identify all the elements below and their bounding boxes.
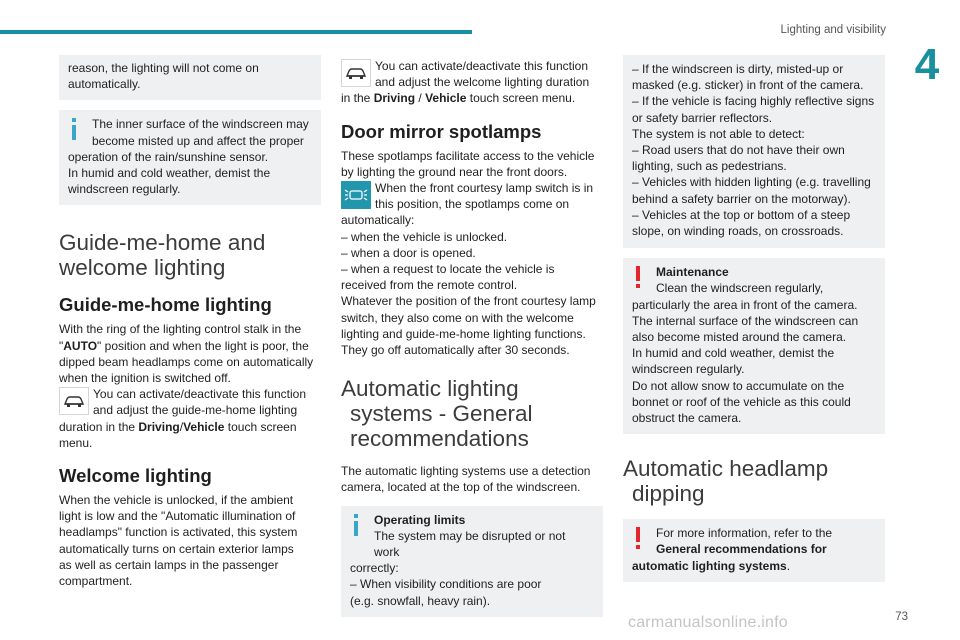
info-icon [351, 514, 361, 536]
warning-icon [633, 527, 643, 549]
guide-me-home-setting-note: You can activate/deactivate this function and adjust the guide-me-home lighting duration in the Driving/Vehicle touch screen menu. [59, 386, 321, 451]
heading-welcome-lighting: Welcome lighting [59, 465, 212, 487]
header-accent-bar [0, 30, 472, 34]
warning-note-maintenance: Maintenance Clean the windscreen regularly, particularly the area in front of the camera. The internal surface of the windscreen can also become misted around the camera. In humid and cold weather, demist the windscreen regularly. Do not allow snow to accumulate on the bonnet or roof of the vehicle as this could obstruct the camera. [623, 258, 885, 434]
welcome-menu-line: in the Driving / Vehicle touch screen menu. [341, 91, 576, 106]
guide-me-home-text: With the ring of the lighting control stalk in the "AUTO" position and when the light is poor, the dipped beam headlamps come on automatically when the ignition is switched off. [59, 321, 321, 386]
chapter-number: 4 [914, 40, 940, 89]
auto-position-line: "AUTO" position and when the light is poor, the [59, 338, 309, 353]
info-icon [69, 118, 79, 140]
column-1 [59, 55, 321, 589]
watermark: carmanualsonline.info [628, 614, 788, 631]
note-box-continued: reason, the lighting will not come on automatically. [59, 55, 321, 100]
column-3 [623, 55, 885, 582]
door-mirror-text: These spotlamps facilitate access to the vehicle by lighting the ground near the front doors. [341, 148, 595, 179]
heading-guide-me-home: Guide-me-home lighting [59, 294, 272, 316]
info-note-operating-limits: Operating limits The system may be disrupted or not work correctly: – When visibility conditions are poor (e.g. snowfall, heavy rain). [341, 506, 603, 617]
section-title: Lighting and visibility [780, 24, 886, 36]
automatic-lighting-text: The automatic lighting systems use a detection camera, located at the top of the windscreen. [341, 464, 591, 495]
note-box-limits-continued: – If the windscreen is dirty, misted-up or masked (e.g. sticker) in front of the camera. – If the vehicle is facing highly reflective signs or safety barrier reflectors. The system is not able to detect: – Road users that do not have their own lighting, such as pedestrians. – Vehicles with hidden lighting (e.g. travelling behind a safety barrier on the motorway). – Vehicles at the top or bottom of a steep slope, on winding roads, on crossroads. [623, 55, 885, 248]
warning-note-more-info: For more information, refer to the General recommendations for automatic lighting systems. [623, 519, 885, 582]
welcome-lighting-text: When the vehicle is unlocked, if the ambient light is low and the "Automatic illumination of headlamps" function is activated, this system automatically turns on certain exterior lamps as well as certain lamps in the passenger compartment. [59, 493, 298, 589]
info-note-windscreen: The inner surface of the windscreen may become misted up and affect the proper operation of the rain/sunshine sensor. In humid and cold weather, demist the windscreen regularly. [59, 110, 321, 205]
heading-automatic-headlamp-dipping: Automatic headlamp dipping [623, 456, 829, 507]
heading-door-mirror-spotlamps: Door mirror spotlamps [341, 120, 542, 142]
page-number: 73 [895, 611, 908, 623]
guide-menu-line: duration in the Driving/Vehicle touch screen [59, 419, 297, 434]
courtesy-lamp-icon [341, 181, 371, 209]
cross-reference-link: automatic lighting systems [632, 558, 787, 573]
heading-guide-me-home-welcome: Guide-me-home and welcome lighting [59, 230, 266, 281]
column-2 [341, 55, 603, 617]
welcome-setting-note: You can activate/deactivate this function and adjust the welcome lighting duration in the Driving / Vehicle touch screen menu. [341, 58, 603, 107]
car-icon [341, 59, 371, 87]
car-icon [59, 387, 89, 415]
warning-icon [633, 266, 643, 288]
heading-automatic-lighting-general: Automatic lighting systems - General recommendations [341, 376, 533, 452]
courtesy-lamp-note: When the front courtesy lamp switch is in this position, the spotlamps come on automatically: – when the vehicle is unlocked. – when a door is opened. – when a request to locate the vehicle is received from the remote control. Whatever the position of the front courtesy lamp switch, they also come on with the welcome lighting and guide-me-home lighting functions. They go off automatically after 30 seconds. [341, 181, 596, 358]
guide-menu-line-2: menu. [59, 435, 93, 450]
